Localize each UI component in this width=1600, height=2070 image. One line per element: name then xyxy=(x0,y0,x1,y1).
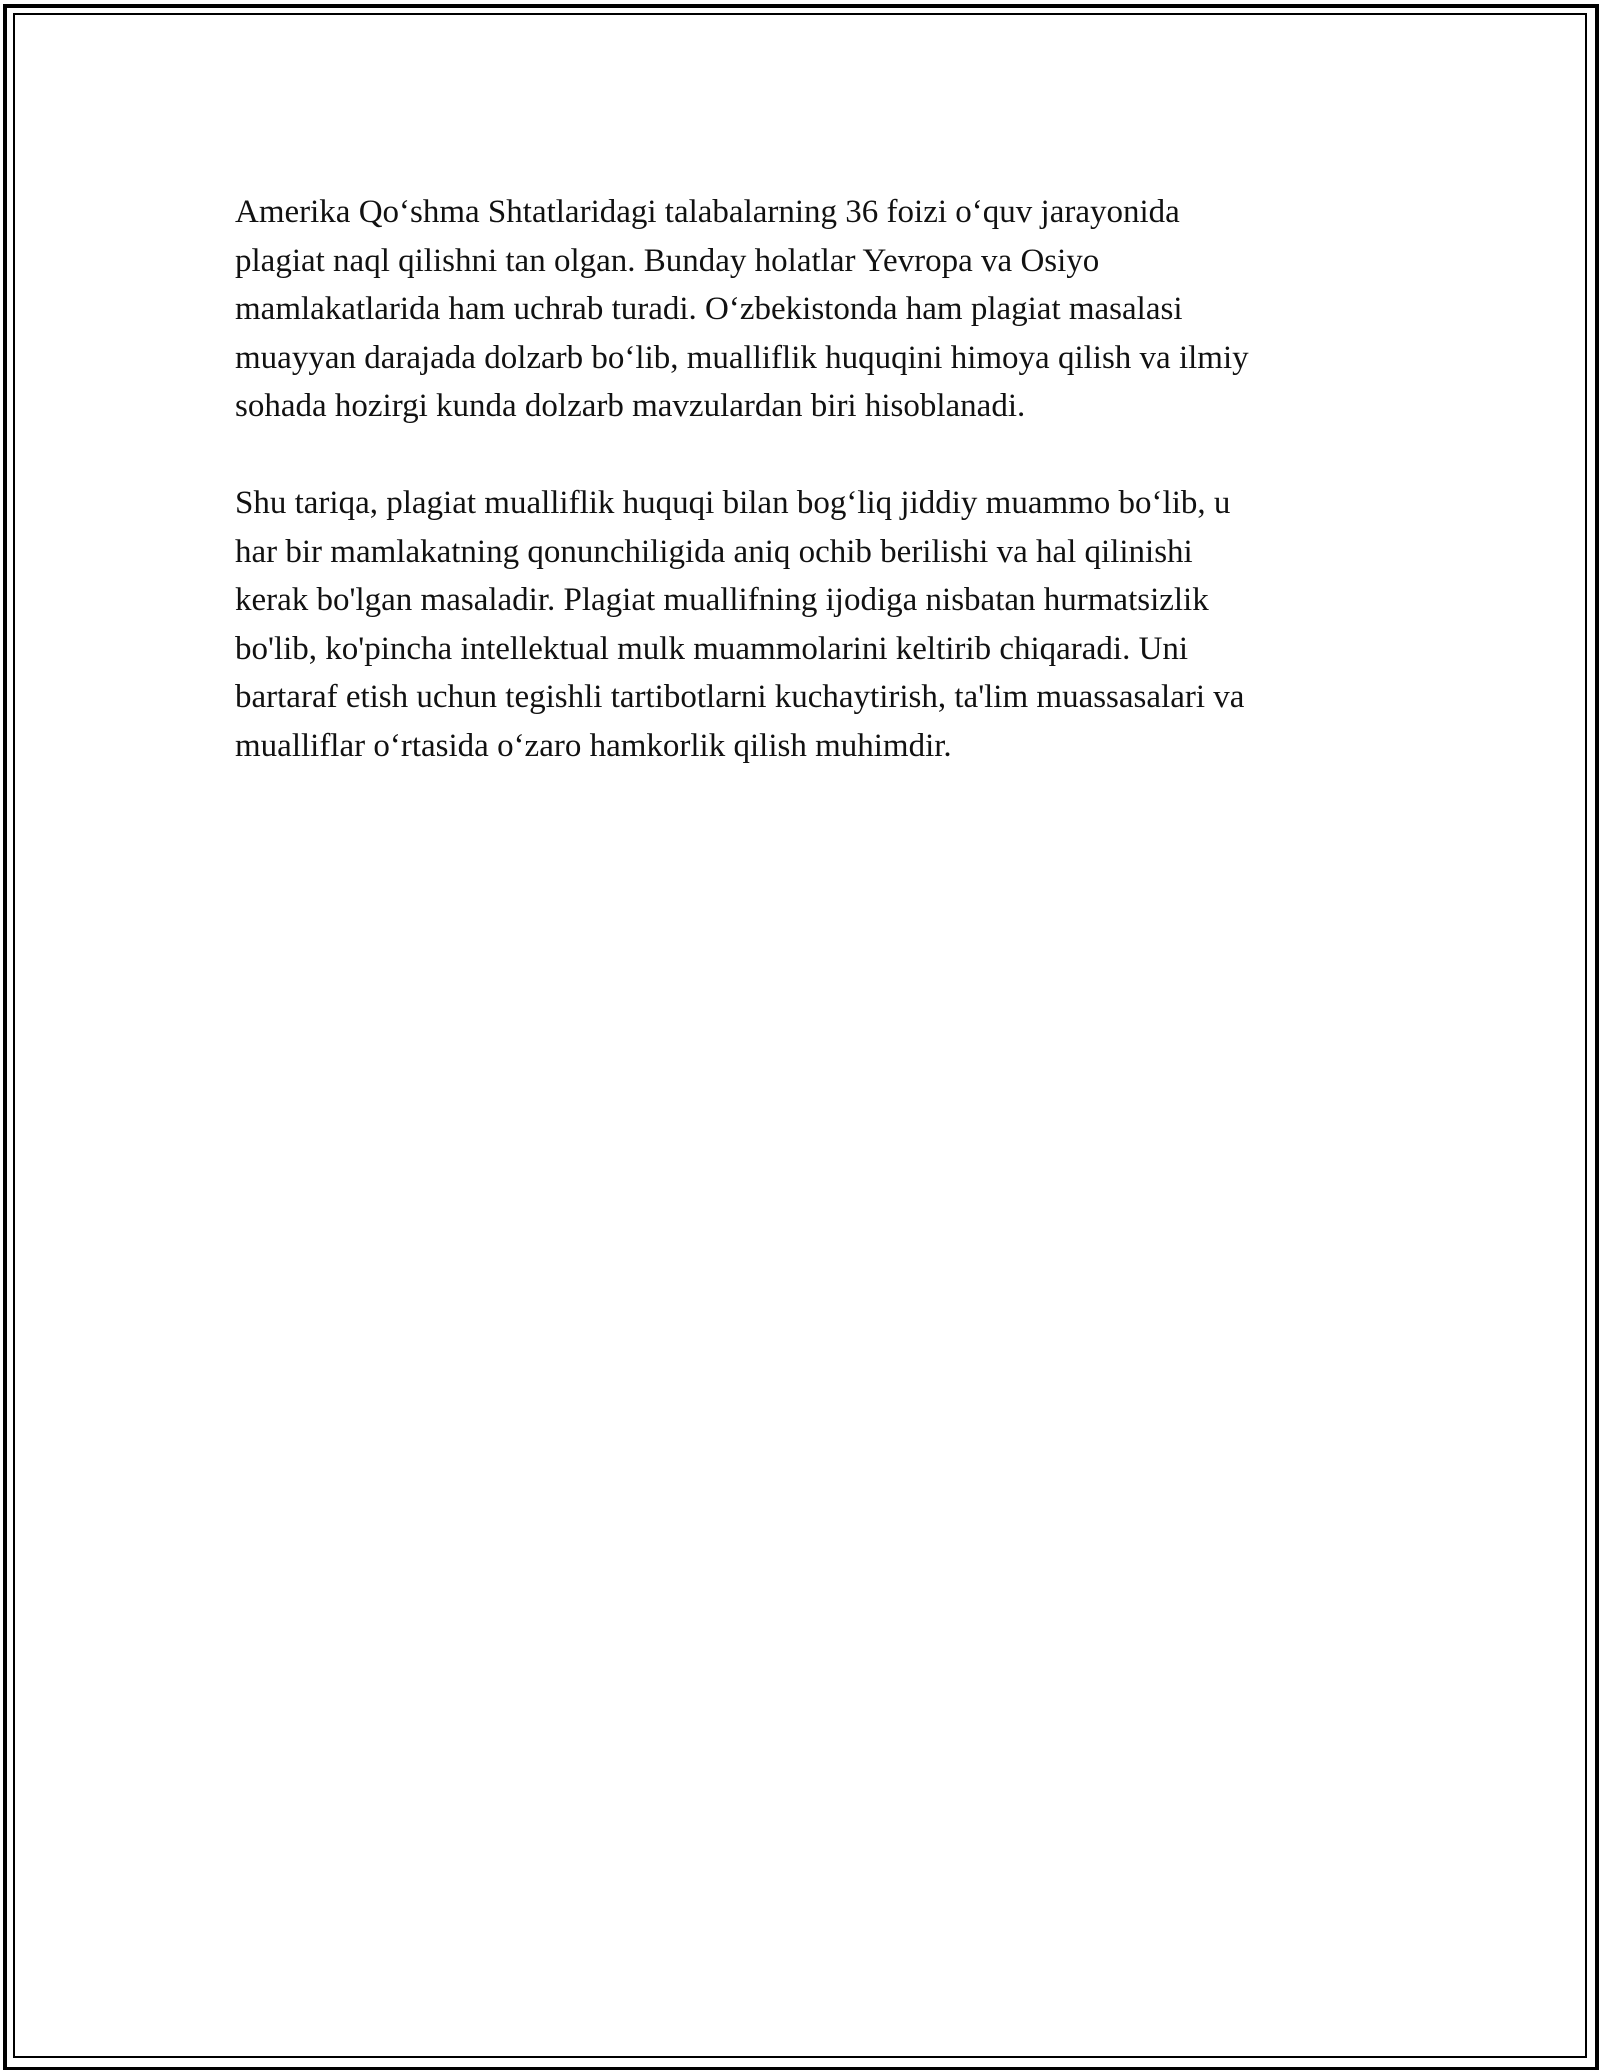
paragraph-2 xyxy=(235,479,1385,770)
paragraph-line: mamlakatlarida ham uchrab turadi. O‘zbekistonda ham plagiat masalasi xyxy=(235,291,1183,327)
paragraph-line: plagiat naql qilishni tan olgan. Bunday holatlar Yevropa va Osiyo xyxy=(235,242,1100,279)
paragraph-1 xyxy=(235,188,1385,431)
document-body xyxy=(235,188,1385,819)
paragraph-line: Amerika Qo‘shma Shtatlaridagi talabalarning 36 foizi o‘quv jarayonida xyxy=(235,194,1180,230)
paragraph-line: kerak bo'lgan masaladir. Plagiat muallifning ijodiga nisbatan hurmatsizlik xyxy=(235,582,1209,618)
paragraph-line: bo'lib, ko'pincha intellektual mulk muammolarini keltirib chiqaradi. Uni xyxy=(235,630,1189,667)
paragraph-line: sohada hozirgi kunda dolzarb mavzulardan biri hisoblanadi. xyxy=(235,388,1026,424)
paragraph-line: har bir mamlakatning qonunchiligida aniq ochib berilishi va hal qilinishi xyxy=(235,533,1193,570)
paragraph-line: muayyan darajada dolzarb bo‘lib, mualliflik huquqini himoya qilish va ilmiy xyxy=(235,339,1249,376)
paragraph-line: bartaraf etish uchun tegishli tartibotlarni kuchaytirish, ta'lim muassasalari va xyxy=(235,679,1245,715)
paragraph-line: mualliflar o‘rtasida o‘zaro hamkorlik qilish muhimdir. xyxy=(235,727,952,764)
paragraph-line: Shu tariqa, plagiat mualliflik huquqi bilan bog‘liq jiddiy muammo bo‘lib, u xyxy=(235,485,1231,521)
